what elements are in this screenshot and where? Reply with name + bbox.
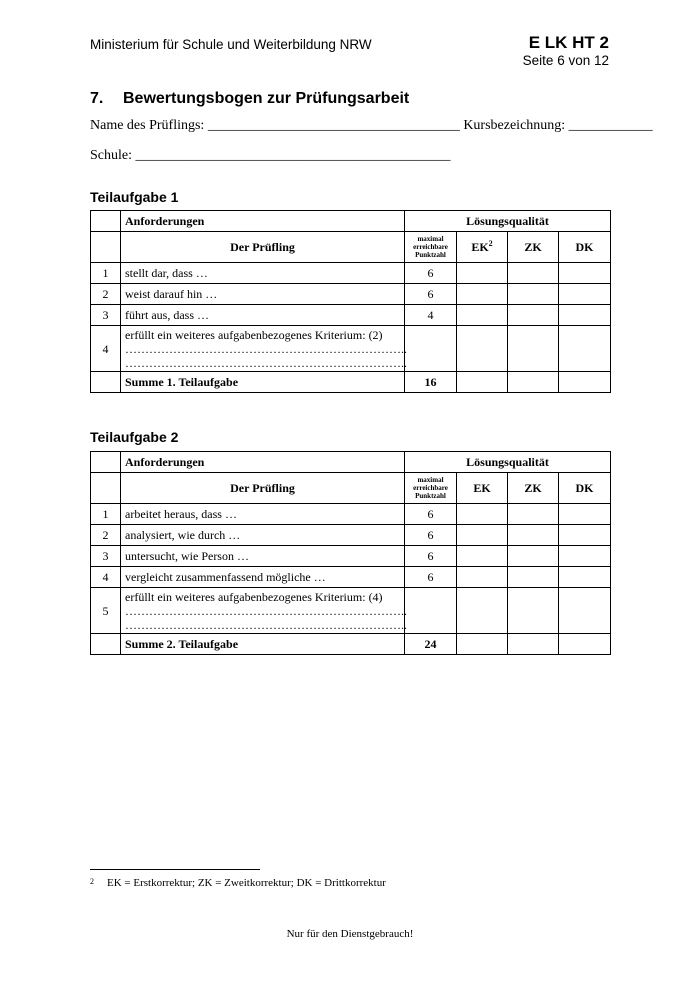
ek-cell[interactable] xyxy=(457,372,508,393)
zk-cell[interactable] xyxy=(508,372,559,393)
section-number: 7. xyxy=(90,90,104,107)
col-candidate: Der Prüfling xyxy=(121,473,405,504)
dotted-line: …………………………………………………………….. xyxy=(125,617,407,632)
zk-cell[interactable] xyxy=(508,326,559,372)
empty-cell xyxy=(91,232,121,263)
ek-cell[interactable] xyxy=(457,525,508,546)
row-points: 6 xyxy=(405,546,457,567)
col-zk: ZK xyxy=(508,232,559,263)
header-exam-code: E LK HT 2 xyxy=(528,33,609,52)
col-max-points: maximal erreichbare Punktzahl xyxy=(405,473,457,504)
section-heading xyxy=(90,90,409,108)
dk-cell[interactable] xyxy=(559,504,611,525)
col-zk: ZK xyxy=(508,473,559,504)
col-quality: Lösungsqualität xyxy=(405,452,611,473)
ek-cell[interactable] xyxy=(457,263,508,284)
sum-label: Summe 1. Teilaufgabe xyxy=(121,372,405,393)
empty-cell xyxy=(91,452,121,473)
dk-cell[interactable] xyxy=(559,284,611,305)
footer-notice: Nur für den Dienstgebrauch! xyxy=(286,928,414,940)
sum-points: 24 xyxy=(405,634,457,655)
zk-cell[interactable] xyxy=(508,525,559,546)
row-text-block xyxy=(121,326,405,372)
col-ek-label: EK xyxy=(471,240,489,254)
footnote-ref: 2 xyxy=(488,239,493,248)
col-ek: EK xyxy=(457,473,508,504)
footnote-mark: 2 xyxy=(90,877,94,886)
row-text: analysiert, wie durch … xyxy=(121,525,405,546)
dk-cell[interactable] xyxy=(559,263,611,284)
zk-cell[interactable] xyxy=(508,588,559,634)
dk-cell[interactable] xyxy=(559,634,611,655)
footnote-divider xyxy=(90,869,260,870)
zk-cell[interactable] xyxy=(508,567,559,588)
zk-cell[interactable] xyxy=(508,634,559,655)
dk-cell[interactable] xyxy=(559,546,611,567)
col-requirements: Anforderungen xyxy=(121,211,405,232)
dk-cell[interactable] xyxy=(559,372,611,393)
row-points: 6 xyxy=(405,567,457,588)
dotted-line: …………………………………………………………….. xyxy=(125,603,407,618)
row-number: 2 xyxy=(91,284,121,305)
row-text: erfüllt ein weiteres aufgabenbezogenes Kriterium: (4) xyxy=(125,589,383,604)
ek-cell[interactable] xyxy=(457,546,508,567)
row-points xyxy=(405,588,457,634)
col-ek xyxy=(457,232,508,263)
row-text: erfüllt ein weiteres aufgabenbezogenes Kriterium: (2) xyxy=(125,327,383,342)
row-number: 3 xyxy=(91,546,121,567)
zk-cell[interactable] xyxy=(508,263,559,284)
table-row xyxy=(91,567,611,588)
row-text: weist darauf hin … xyxy=(121,284,405,305)
zk-cell[interactable] xyxy=(508,504,559,525)
row-text-block xyxy=(121,588,405,634)
ek-cell[interactable] xyxy=(457,305,508,326)
row-number: 1 xyxy=(91,263,121,284)
dk-cell[interactable] xyxy=(559,525,611,546)
sum-row xyxy=(91,372,611,393)
header-page-number: Seite 6 von 12 xyxy=(522,53,609,68)
row-number: 3 xyxy=(91,305,121,326)
dk-cell[interactable] xyxy=(559,588,611,634)
row-points: 4 xyxy=(405,305,457,326)
empty-cell xyxy=(91,473,121,504)
dotted-line: …………………………………………………………….. xyxy=(125,355,407,370)
row-points xyxy=(405,326,457,372)
school-line: Schule: _____________________________________________ xyxy=(90,148,451,163)
empty-cell xyxy=(91,372,121,393)
row-number: 4 xyxy=(91,567,121,588)
row-text: führt aus, dass … xyxy=(121,305,405,326)
dk-cell[interactable] xyxy=(559,305,611,326)
candidate-name-line: Name des Prüflings: ____________________________________ Kursbezeichnung: ____________ xyxy=(90,118,653,133)
dk-cell[interactable] xyxy=(559,567,611,588)
zk-cell[interactable] xyxy=(508,305,559,326)
zk-cell[interactable] xyxy=(508,284,559,305)
task1-heading: Teilaufgabe 1 xyxy=(90,189,179,205)
col-requirements: Anforderungen xyxy=(121,452,405,473)
header-ministry: Ministerium für Schule und Weiterbildung NRW xyxy=(90,37,372,52)
row-number: 2 xyxy=(91,525,121,546)
row-text: vergleicht zusammenfassend mögliche … xyxy=(121,567,405,588)
row-number: 1 xyxy=(91,504,121,525)
row-points: 6 xyxy=(405,525,457,546)
dotted-line: …………………………………………………………….. xyxy=(125,341,407,356)
row-number: 4 xyxy=(91,326,121,372)
table-row xyxy=(91,525,611,546)
table-row xyxy=(91,504,611,525)
footnote xyxy=(90,877,386,889)
row-text: arbeitet heraus, dass … xyxy=(121,504,405,525)
ek-cell[interactable] xyxy=(457,504,508,525)
empty-cell xyxy=(91,634,121,655)
col-quality: Lösungsqualität xyxy=(405,211,611,232)
col-candidate: Der Prüfling xyxy=(121,232,405,263)
table-row xyxy=(91,263,611,284)
table-row xyxy=(91,546,611,567)
ek-cell[interactable] xyxy=(457,326,508,372)
col-max-points: maximal erreichbare Punktzahl xyxy=(405,232,457,263)
task2-table xyxy=(90,451,611,655)
section-title: Bewertungsbogen zur Prüfungsarbeit xyxy=(123,90,410,107)
task1-table xyxy=(90,210,611,393)
row-points: 6 xyxy=(405,504,457,525)
col-dk: DK xyxy=(559,232,611,263)
table-row xyxy=(91,588,611,634)
sum-label: Summe 2. Teilaufgabe xyxy=(121,634,405,655)
ek-cell[interactable] xyxy=(457,588,508,634)
ek-cell[interactable] xyxy=(457,567,508,588)
row-points: 6 xyxy=(405,263,457,284)
table-row xyxy=(91,326,611,372)
task2-heading: Teilaufgabe 2 xyxy=(90,429,179,445)
empty-cell xyxy=(91,211,121,232)
table-row xyxy=(91,305,611,326)
col-dk: DK xyxy=(559,473,611,504)
ek-cell[interactable] xyxy=(457,634,508,655)
footnote-text: EK = Erstkorrektur; ZK = Zweitkorrektur; DK = Drittkorrektur xyxy=(107,877,386,889)
row-number: 5 xyxy=(91,588,121,634)
row-text: untersucht, wie Person … xyxy=(121,546,405,567)
table-row xyxy=(91,284,611,305)
sum-row xyxy=(91,634,611,655)
sum-points: 16 xyxy=(405,372,457,393)
ek-cell[interactable] xyxy=(457,284,508,305)
row-points: 6 xyxy=(405,284,457,305)
dk-cell[interactable] xyxy=(559,326,611,372)
row-text: stellt dar, dass … xyxy=(121,263,405,284)
zk-cell[interactable] xyxy=(508,546,559,567)
